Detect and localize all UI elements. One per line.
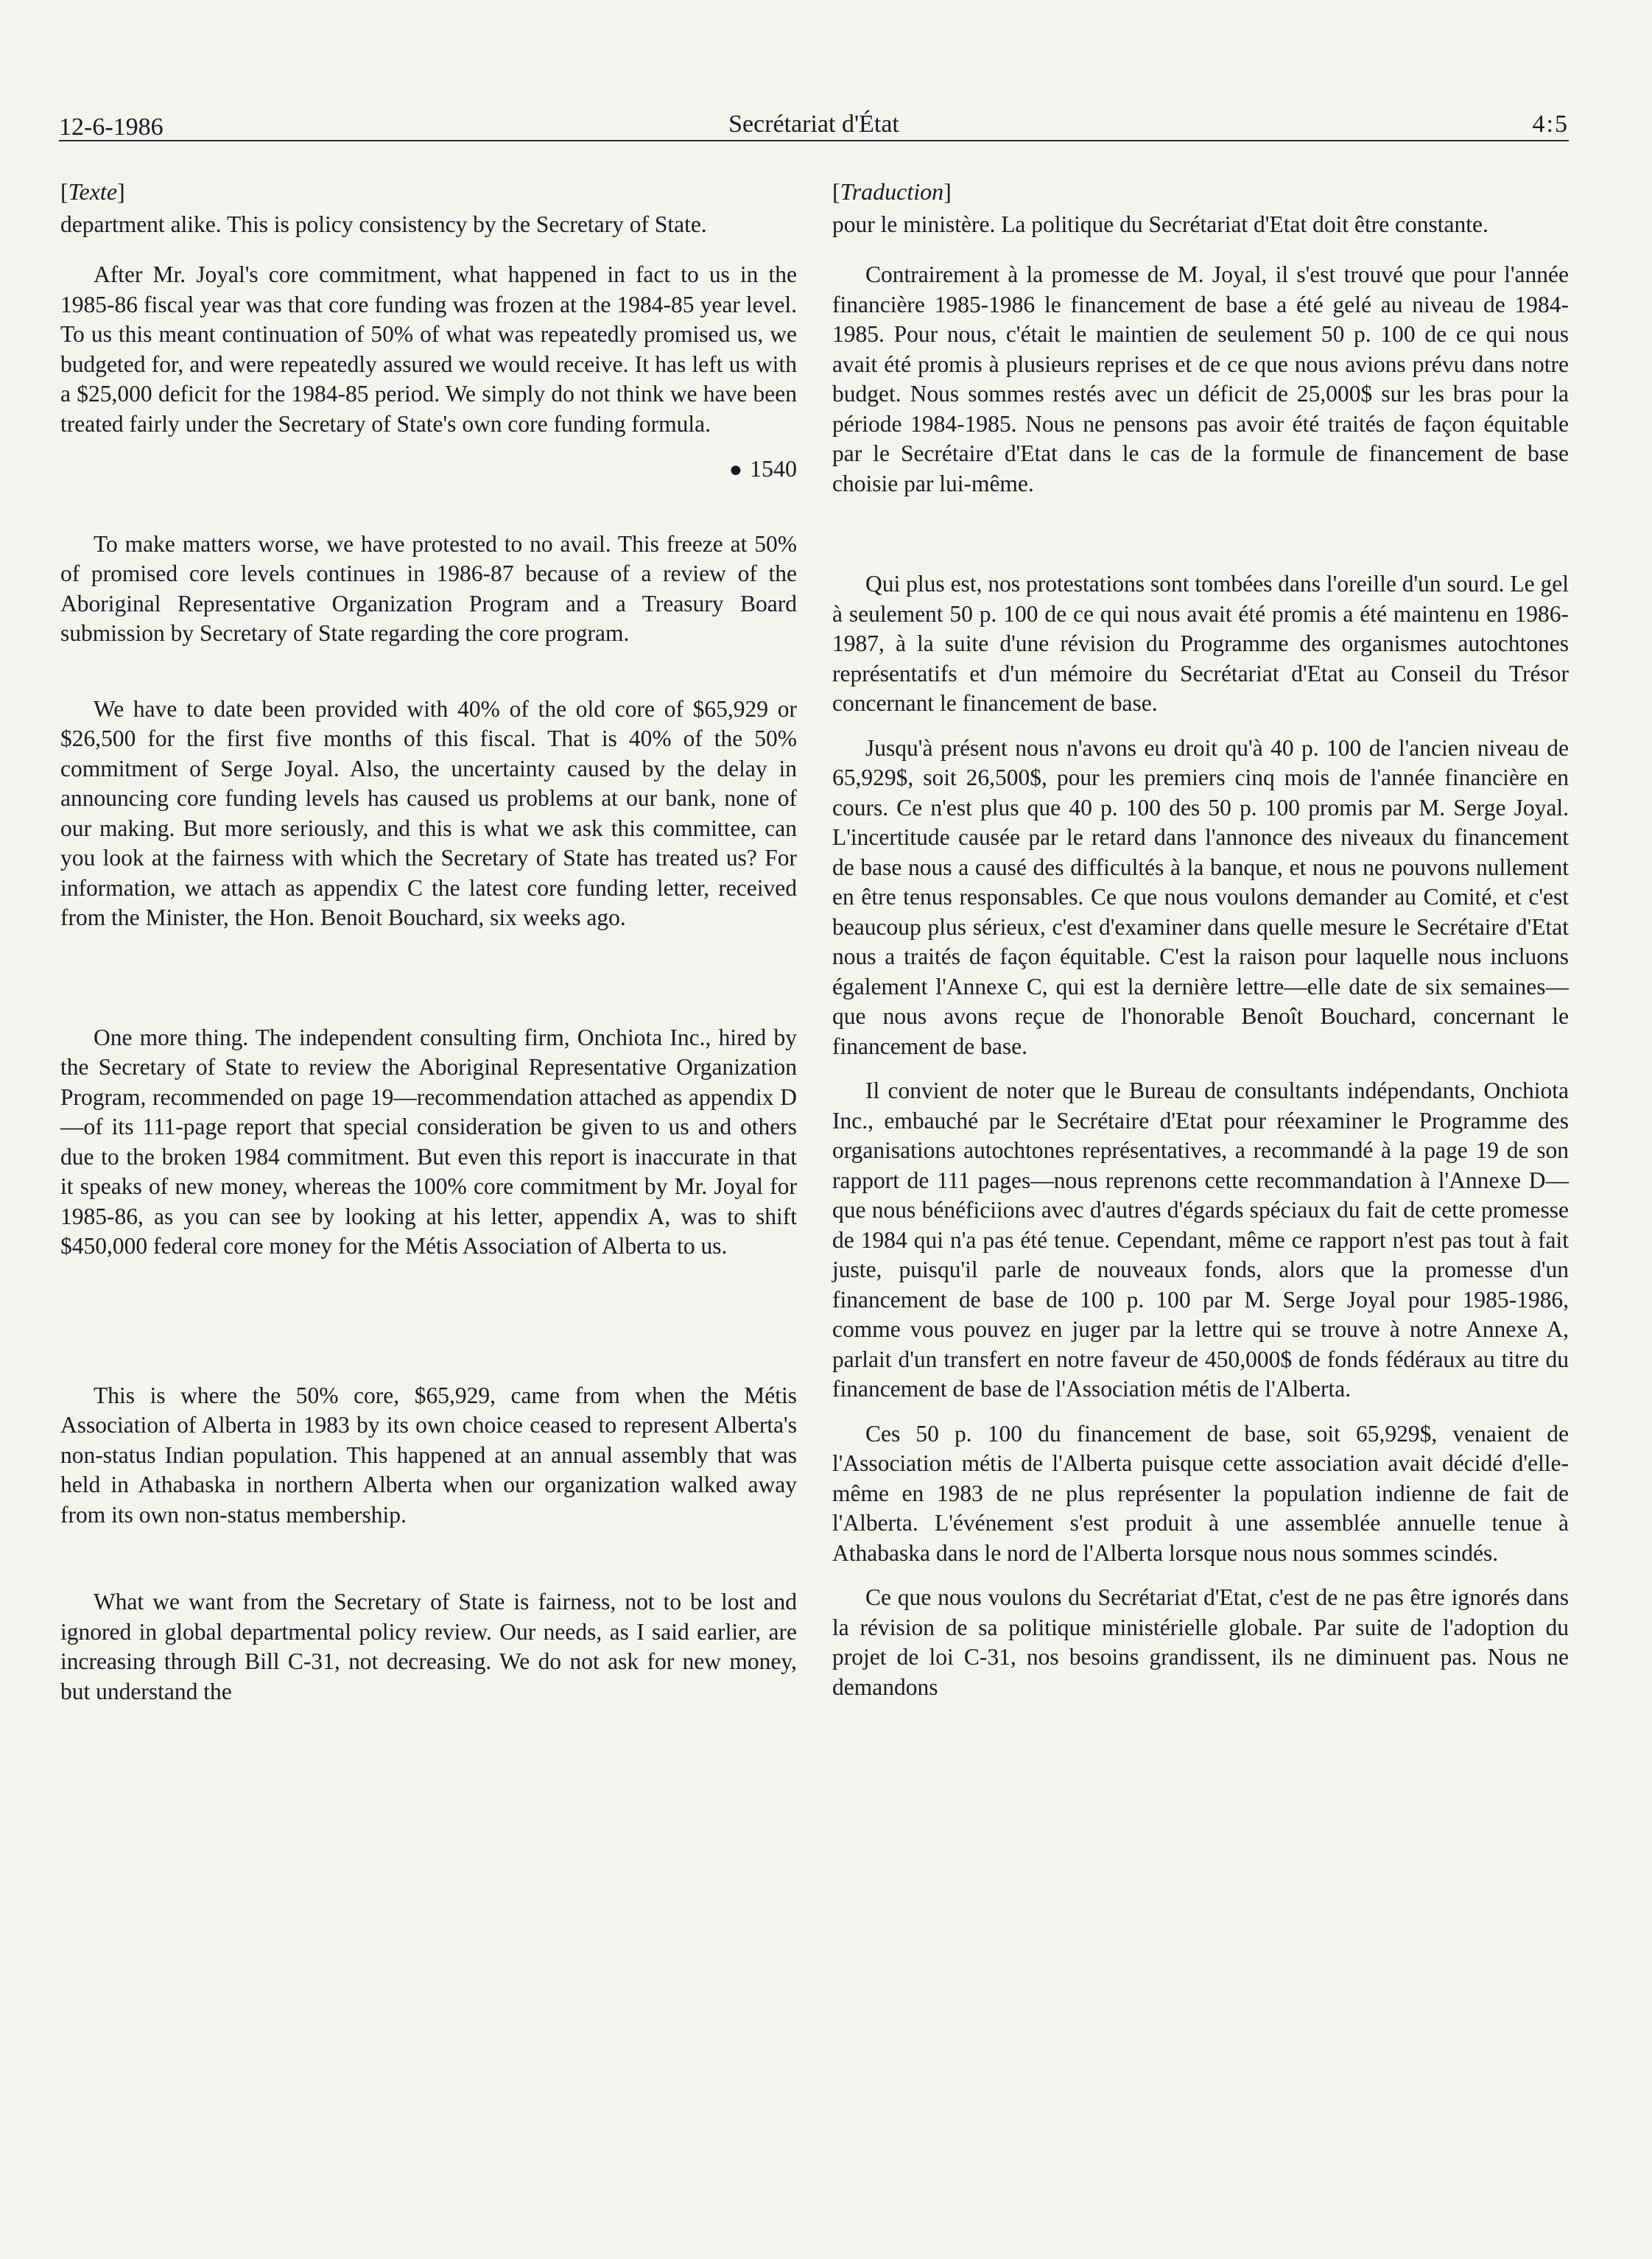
french-paragraph: Contrairement à la promesse de M. Joyal, il s'est trouvé que pour l'année financière 1985-1986 le financement de base a été gelé au niveau de 1984-1985. Pour nous, c'était le maintien de seulement 50 p. 100 de ce qui nous avait été promis à plusieurs reprises et de ce que nous avions prévu dans notre budget. Nous sommes restés avec un déficit de 25,000$ sur les bras pour la période 1984-1985. Nous ne pensons pas avoir été traités de façon équitable par le Secrétaire d'Etat dans le cas de la formule de financement de base choisie par lui-même.: [832, 261, 1569, 496]
bullet-icon: ●: [728, 457, 742, 482]
english-paragraph: To make matters worse, we have protested to no avail. This freeze at 50% of promised core levels continues in 1986-87 because of a review of the Aboriginal Representative Organization Program and a Treasury Board submission by Secretary of State regarding the core program.: [60, 530, 797, 646]
french-paragraph: pour le ministère. La politique du Secrétariat d'Etat doit être constante.: [832, 211, 1488, 237]
header-date: 12-6-1986: [59, 113, 164, 141]
english-paragraph: After Mr. Joyal's core commitment, what happened in fact to us in the 1985-86 fiscal year was that core funding was frozen at the 1984-85 year level. To us this meant continuation of 50% of what was repeatedly promised us, we budgeted for, and were repeatedly assured we would receive. It has left us with a $25,000 deficit for the 1984-85 period. We simply do not think we have been treated fairly under the Secretary of State's own core funding formula.: [60, 261, 797, 437]
header-page-number: 4:5: [1532, 110, 1569, 138]
header-title: Secrétariat d'État: [728, 110, 899, 138]
french-paragraph: Qui plus est, nos protestations sont tombées dans l'oreille d'un sourd. Le gel à seulement 50 p. 100 de ce qui nous avait été promis a été maintenu en 1986-1987, à la suite d'une révision du Programme des organismes autochtones représentatifs et d'un mémoire du Secrétariat d'Etat au Conseil du Trésor concernant le financement de base.: [832, 571, 1569, 716]
page-header: [59, 110, 1569, 141]
english-column: [60, 177, 797, 1707]
english-language-tag: [Texte]: [60, 178, 125, 205]
time-marker: ● 1540: [728, 455, 797, 482]
french-column: [832, 177, 1569, 1702]
french-paragraph: Ces 50 p. 100 du financement de base, soit 65,929$, venaient de l'Association métis de l'Alberta puisque cette association avait décidé d'elle-même en 1983 de ne plus représenter la population indienne de fait de l'Alberta. L'événement s'est produit à une assemblée annuelle tenue à Athabaska dans le nord de l'Alberta lorsque nous nous sommes scindés.: [832, 1420, 1569, 1566]
english-paragraph: We have to date been provided with 40% of the old core of $65,929 or $26,500 for the first five months of this fiscal. That is 40% of the 50% commitment of Serge Joyal. Also, the uncertainty caused by the delay in announcing core funding levels has caused us problems at our bank, none of our making. But more seriously, and this is what we ask this committee, can you look at the fairness with which the Secretary of State has treated us? For information, we attach as appendix C the latest core funding letter, received from the Minister, the Hon. Benoit Bouchard, six weeks ago.: [60, 695, 797, 930]
french-paragraph: Il convient de noter que le Bureau de consultants indépendants, Onchiota Inc., embauché par le Secrétaire d'Etat pour réexaminer le Programme des organisations autochtones représentatives, a recommandé à la page 19 de son rapport de 111 pages—nous reprenons cette recommandation à l'Annexe D—que nous bénéficiions avec d'autres d'égards spéciaux du fait de cette promesse de 1984 qui n'a pas été tenue. Cependant, même ce rapport n'est pas tout à fait juste, puisqu'il parle de nouveaux fonds, alors que la promesse d'un financement de base de 100 p. 100 par M. Serge Joyal pour 1985-1986, comme vous pouvez en juger par la lettre qui se trouve à notre Annexe A, parlait d'un transfert en notre faveur de 450,000$ de fonds fédéraux au titre du financement de base de l'Association métis de l'Alberta.: [832, 1078, 1569, 1402]
french-paragraph: Ce que nous voulons du Secrétariat d'Etat, c'est de ne pas être ignorés dans la révision de sa politique ministérielle globale. Par suite de l'adoption du projet de loi C-31, nos besoins grandissent, ils ne diminuent pas. Nous ne demandons: [832, 1584, 1569, 1700]
french-paragraph: Jusqu'à présent nous n'avons eu droit qu'à 40 p. 100 de l'ancien niveau de 65,929$, soit 26,500$, pour les premiers cinq mois de l'année financière en cours. Ce n'est plus que 40 p. 100 des 50 p. 100 promis par M. Serge Joyal. L'incertitude causée par le retard dans l'annonce des niveaux du financement de base nous a causé des difficultés à la banque, et nous ne pouvons nullement en être tenus responsables. Ce que nous voulons demander au Comité, et c'est beaucoup plus sérieux, c'est d'examiner dans quelle mesure le Secrétaire d'Etat nous a traités de façon équitable. C'est la raison pour laquelle nous incluons également l'Annexe C, qui est la dernière lettre—elle date de six semaines—que nous avons reçue de l'honorable Benoît Bouchard, concernant le financement de base.: [832, 734, 1569, 1059]
english-paragraph: This is where the 50% core, $65,929, came from when the Métis Association of Alberta in 1983 by its own choice ceased to represent Alberta's non-status Indian population. This happened at an annual assembly that was held in Athabaska in northern Alberta when our organization walked away from its own non-status membership.: [60, 1382, 797, 1528]
english-paragraph: department alike. This is policy consistency by the Secretary of State.: [60, 211, 707, 237]
english-paragraph: One more thing. The independent consulting firm, Onchiota Inc., hired by the Secretary of State to review the Aboriginal Representative Organization Program, recommended on page 19—recommendation attached as appendix D—of its 111-page report that special consideration be given to us and others due to the broken 1984 commitment. But even this report is inaccurate in that it speaks of new money, whereas the 100% core commitment by Mr. Joyal for 1985-86, as you can see by looking at his letter, appendix A, was to shift $450,000 federal core money for the Métis Association of Alberta to us.: [60, 1024, 797, 1259]
english-paragraph: What we want from the Secretary of State is fairness, not to be lost and ignored in global departmental policy review. Our needs, as I said earlier, are increasing through Bill C-31, not decreasing. We do not ask for new money, but understand the: [60, 1589, 797, 1704]
french-language-tag: [Traduction]: [832, 178, 952, 205]
